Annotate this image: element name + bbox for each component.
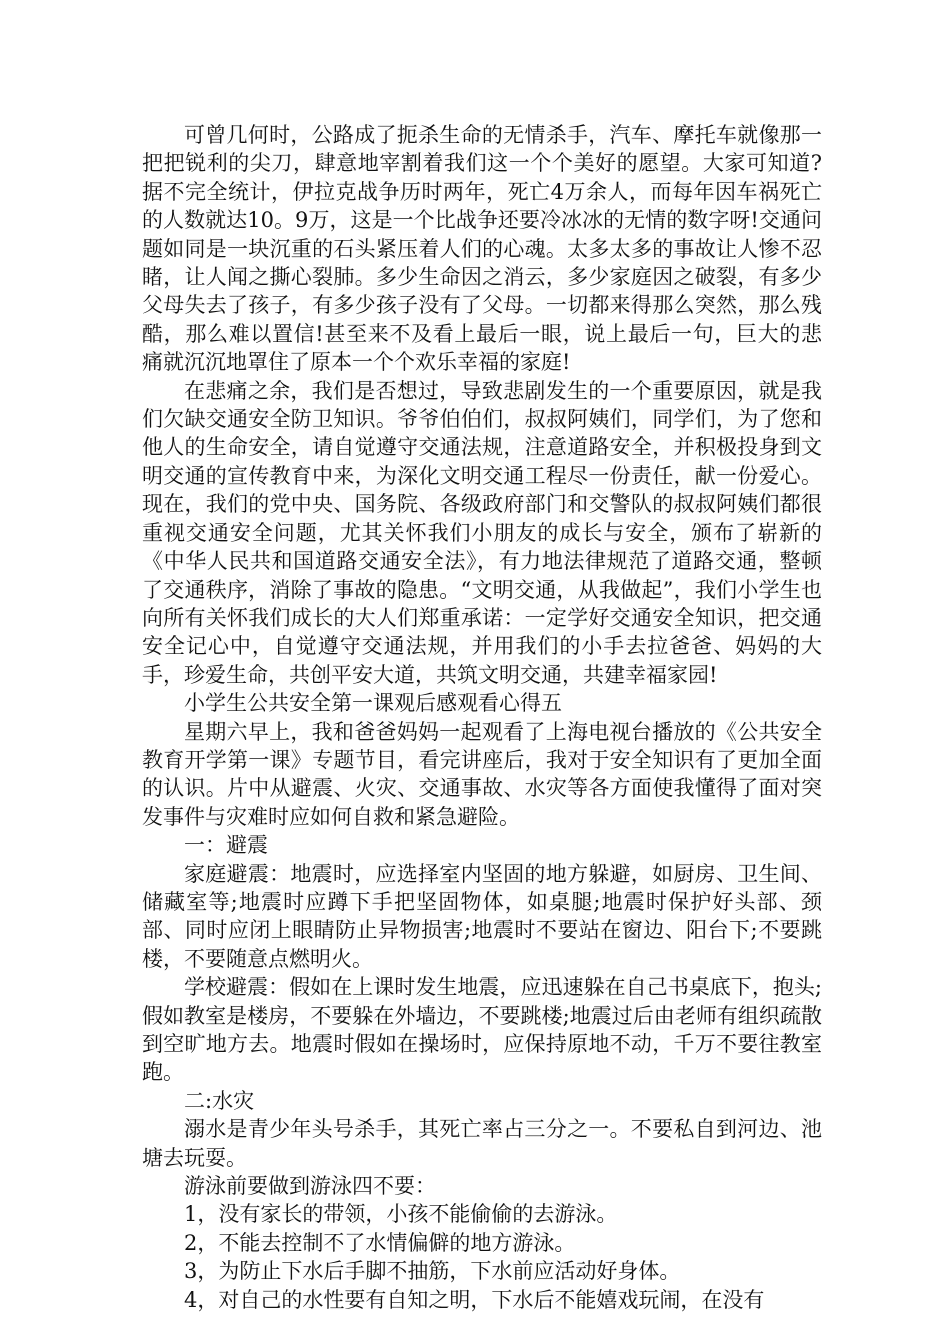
paragraph-program-intro: 星期六早上，我和爸爸妈妈一起观看了上海电视台播放的《公共安全教育开学第一课》专题节目，看完讲座后，我对于安全知识有了更加全面的认识。片中从避震、火灾、交通事故、水灾等各方面使我懂得了面对突发事件与灾难时应如何自救和紧急避险。 xyxy=(142,719,822,829)
list-item-swim-rule-4: 4，对自己的水性要有自知之明，下水后不能嬉戏玩闹，在没有 xyxy=(184,1287,765,1312)
list-item-swim-rule-3: 3，为防止下水后手脚不抽筋，下水前应活动好身体。 xyxy=(184,1259,681,1284)
paragraph-traffic-tragedy: 可曾几何时，公路成了扼杀生命的无情杀手，汽车、摩托车就像那一把把锐利的尖刀，肆意地宰割着我们这一个个美好的愿望。大家可知道?据不完全统计，伊拉克战争历时两年，死亡4万余人，而每年因车祸死亡的人数就达10。9万，这是一个比战争还要冷冰冰的无情的数字呀!交通问题如同是一块沉重的石头紧压着人们的心魂。太多太多的事故让人惨不忍睹，让人闻之撕心裂肺。多少生命因之消云，多少家庭因之破裂，有多少父母失去了孩子，有多少孩子没有了父母。一切都来得那么突然，那么残酷，那么难以置信!甚至来不及看上最后一眼，说上最后一句，巨大的悲痛就沉沉地罩住了原本一个个欢乐幸福的家庭! xyxy=(142,123,822,375)
document-body xyxy=(142,121,822,1314)
paragraph-home-earthquake: 家庭避震：地震时，应选择室内坚固的地方躲避，如厨房、卫生间、储藏室等;地震时应蹲下手把坚固物体，如桌腿;地震时保护好头部、颈部、同时应闭上眼睛防止异物损害;地震时不要站在窗边、阳台下;不要跳楼，不要随意点燃明火。 xyxy=(142,861,822,971)
section-title: 小学生公共安全第一课观后感观看心得五 xyxy=(184,691,562,716)
paragraph-school-earthquake: 学校避震：假如在上课时发生地震，应迅速躲在自己书桌底下，抱头;假如教室是楼房，不要躲在外墙边，不要跳楼;地震过后由老师有组织疏散到空旷地方去。地震时假如在操场时，应保持原地不动，千万不要往教室跑。 xyxy=(142,975,822,1085)
paragraph-drowning: 溺水是青少年头号杀手，其死亡率占三分之一。不要私自到河边、池塘去玩耍。 xyxy=(142,1117,822,1170)
list-item-swim-rule-1: 1，没有家长的带领，小孩不能偷偷的去游泳。 xyxy=(184,1202,618,1227)
heading-earthquake: 一：避震 xyxy=(184,833,268,858)
paragraph-traffic-safety-pledge: 在悲痛之余，我们是否想过，导致悲剧发生的一个重要原因，就是我们欠缺交通安全防卫知识。爷爷伯伯们，叔叔阿姨们，同学们，为了您和他人的生命安全，请自觉遵守交通法规，注意道路安全，并积极投身到文明交通的宣传教育中来，为深化文明交通工程尽一份责任，献一份爱心。现在，我们的党中央、国务院、各级政府部门和交警队的叔叔阿姨们都很重视交通安全问题，尤其关怀我们小朋友的成长与安全，颁布了崭新的《中华人民共和国道路交通安全法》，有力地法律规范了道路交通，整顿了交通秩序，消除了事故的隐患。“文明交通，从我做起”，我们小学生也向所有关怀我们成长的大人们郑重承诺：一定学好交通安全知识，把交通安全记心中，自觉遵守交通法规，并用我们的小手去拉爸爸、妈妈的大手，珍爱生命，共创平安大道，共筑文明交通，共建幸福家园! xyxy=(142,378,822,687)
list-item-swim-rule-2: 2，不能去控制不了水情偏僻的地方游泳。 xyxy=(184,1230,576,1255)
heading-flood: 二:水灾 xyxy=(184,1088,255,1113)
paragraph-swim-rules-intro: 游泳前要做到游泳四不要： xyxy=(184,1174,436,1199)
